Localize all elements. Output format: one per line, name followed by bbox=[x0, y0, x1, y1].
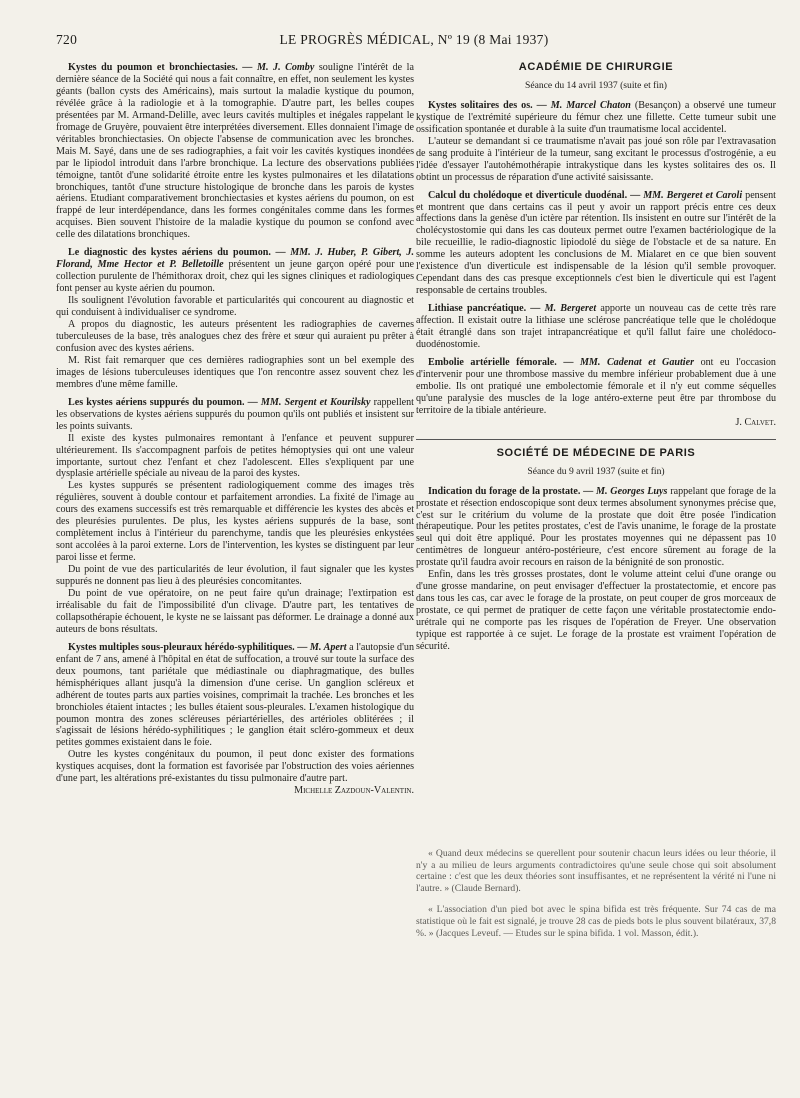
article-text: a l'autopsie d'un enfant de 7 ans, amené à l'hôpital en état de suffocation, a trouvé sur toute la surface des deux poumons, tant pariétale que médiastinale ou diaphragmatique, des bulles hémisphériques allant jusqu'à la dimension d'une cerise. Un ganglion scléreux et adhérent de toutes parts aux parties voisines, comprimait la trachée. Les bronches et les bronchioles étaient intactes ; les bulles étaient sous-pleurales. L'examen histologique du poumon montra des zones scléreuses périartérielles, des artérioles oblitérées ; il s'agissait de lésions hérédo-syphilitiques ; le ganglion était scléro-gommeux et deux petites gommes existaient dans le foie. bbox=[56, 641, 414, 749]
article-title: Calcul du cholédoque et diverticule duodénal. — bbox=[428, 189, 641, 201]
article-kystes-suppures bbox=[56, 397, 414, 433]
paragraph: Du point de vue opératoire, on ne peut faire qu'un drainage; l'extirpation est irréalisable du fait de l'impossibilité d'un clivage. D'autre part, les tentatives de collapsothérapie échouent, le kyste ne se laissant pas déformer. Le drainage a donné aux auteurs de bons résultats. bbox=[56, 587, 414, 635]
paragraph: Il existe des kystes pulmonaires remontant à l'enfance et peuvent suppurer ultérieurement. Ils s'accompagnent parfois de petites hémoptysies qui ont une valeur importante, surtout chez l'enfant et chez l'adolescent. Elles s'expliquent par une dysplasie artérielle spéciale au niveau de la paroi des kystes. bbox=[56, 432, 414, 480]
article-title: Embolie artérielle fémorale. — bbox=[428, 356, 574, 368]
quotations-box bbox=[416, 848, 776, 949]
article-calcul-choledoque bbox=[416, 190, 776, 298]
article-title: Indication du forage de la prostate. — bbox=[428, 485, 594, 497]
article-embolie bbox=[416, 357, 776, 417]
article-text: rappellent les observations de kystes aériens suppurés du poumon qu'ils ont publiés et insistent sur les points suivants. bbox=[56, 396, 414, 432]
article-kystes-os bbox=[416, 100, 776, 136]
paragraph: Outre les kystes congénitaux du poumon, il peut donc exister des formations kystiques acquises, dont la formation est favorisée par l'obstruction des voies aériennes d'une part, les altérations pré-existantes du tissu pulmonaire d'autre part. bbox=[56, 749, 414, 785]
article-title: Kystes du poumon et bronchiectasies. — bbox=[68, 62, 253, 73]
article-authors: MM. Sergent et Kourilsky bbox=[260, 396, 371, 408]
section-divider bbox=[416, 439, 776, 440]
article-title: Le diagnostic des kystes aériens du poumon. — bbox=[68, 247, 286, 259]
signature: Michelle Zazdoun-Valentin. bbox=[294, 785, 414, 797]
article-title: Les kystes aériens suppurés du poumon. — bbox=[68, 396, 258, 408]
paragraph: M. Rist fait remarquer que ces dernières radiographies sont un bel exemple des images de lésions tuberculeuses identiques que l'on rencontre assez souvent chez les membres d'une même famille. bbox=[56, 354, 414, 390]
article-authors: M. Apert bbox=[309, 641, 347, 653]
article-lithiase bbox=[416, 303, 776, 351]
article-text: pensent et montrent que dans certains cas il peut y avoir un rapport précis entre ces deux affections dans la genèse d'un ictère par rétention. Ils insistent en outre sur l'intérêt de la cholécystostomie qui dans les cas douteux permet outre l'examen bactériologique de la bile recueillie, le radio-diagnostic lipiodolé du siège de l'obstacle et de sa nature. En somme les auteurs adoptent les conclusions de M. Mialaret en ce que bien souvent l'existence d'un diverticule est indispensable de la lésion qu'il semble provoquer. Cependant dans des cas presque exceptionnels c'est bien le diverticule qui est l'agent responsable de certains troubles. bbox=[416, 189, 776, 297]
article-authors: MM. Cadenat et Gautier bbox=[579, 356, 695, 368]
article-text: ont eu l'occasion d'intervenir pour une thrombose massive du membre inférieur probablement due à une embolie. Ils ont pratiqué une embolectomie fémorale et il n'y eut comme séquelles qu'une paralysie des muscles de la loge antéro-externe peut être par thrombose du territoire de la tibiale antérieure. bbox=[416, 356, 776, 416]
seance-date: Séance du 9 avril 1937 (suite et fin) bbox=[527, 465, 665, 477]
article-authors: M. Georges Luys bbox=[596, 485, 668, 497]
page-number: 720 bbox=[56, 32, 78, 47]
quote-leveuf: « L'association d'un pied bot avec le spina bifida est très fréquente. Sur 74 cas de ma statistique où le fait est signalé, je trouve 28 cas de pieds bots le plus souvent bilatéraux, 37,8 %. » (Jacques Leveuf. — Etudes sur le spina bifida. 1 vol. Masson, édit.). bbox=[416, 904, 776, 939]
article-authors: M. J. Comby bbox=[256, 62, 315, 73]
paragraph: Les kystes suppurés se présentent radiologiquement comme des images très régulières, souvent à double contour et parfaitement arrondies. La fixité de l'image au cours des examens successifs est très remarquable et différencie les kystes des abcès et des pleurésies purulentes. De plus, les kystes aériens suppurés de la base, sont complètement inclus à l'intérieur du parenchyme, tandis que les pleurésies enkystées sont accolées à la paroi externe. Lors de l'intervention, les kystes se distinguent par leur paroi lisse et ferme. bbox=[56, 480, 414, 564]
paragraph: Du point de vue des particularités de leur évolution, il faut signaler que les kystes suppurés ne donnent pas lieu à des pleurésies concomitantes. bbox=[56, 564, 414, 588]
left-column bbox=[56, 62, 414, 797]
article-text: apporte un nouveau cas de cette très rare affection. Il existait outre la lithiase une sclérose pancréatique telle que le cholédoque était étranglé dans son trajet intrapancréatique et qu'il fallut faire une cholédoco-duodénostomie. bbox=[416, 303, 776, 351]
paragraph: A propos du diagnostic, les auteurs présentent les radiographies de cavernes tuberculeuses de la base, très analogues chez des frère et sœur qui auraient pu prêter à confusion avec des kystes aériens. bbox=[56, 319, 414, 354]
article-diagnostic-kystes bbox=[56, 247, 414, 295]
section-heading-academie: ACADÉMIE DE CHIRURGIE bbox=[518, 61, 674, 73]
article-authors: M. Marcel Chaton bbox=[550, 99, 631, 111]
article-kystes-multiples bbox=[56, 642, 414, 750]
article-text: rappelant que forage de la prostate et résection endoscopique sont deux termes absolument synonymes précise que, c'est sur le critérium du volume de la prostate que doit être posée l'indication thérapeutique. Pour les petites prostates, c'est de l'avis unanime, le forage de la prostate seul qui doit être appliqué. Pour les prostates moyennes qui ne dépassent pas 10 centimètres de longueur antéro-postérieure, c'est encore sûrement au forage de la prostate qu'il faudra avoir recours en raison de la bénignité de son pronostic. bbox=[416, 485, 776, 569]
quote-claude-bernard: « Quand deux médecins se querellent pour soutenir chacun leurs idées ou leur théorie, il n'y a au milieu de leurs arguments contradictoires qu'une seule chose qui soit absolument certaine : c'est que les deux théories sont insuffisantes, et ne représentent la vérité ni l'une ni l'autre. » (Claude Bernard). bbox=[416, 848, 776, 894]
article-authors: M. Bergeret bbox=[544, 303, 597, 315]
article-forage-prostate bbox=[416, 486, 776, 570]
seance-date: Séance du 14 avril 1937 (suite et fin) bbox=[525, 79, 667, 91]
paragraph: L'auteur se demandant si ce traumatisme n'avait pas joué son rôle par l'extravasation de sang produite à l'intérieur de la tumeur, sang excitant le processus d'ostrogénie, a eu l'idée d'essayer l'autohémothérapie intrakystique dans les kystes solitaires des os. Il obtint un processus de réparation d'une activité saisissante. bbox=[416, 135, 776, 183]
signature: J. Calvet. bbox=[735, 416, 776, 428]
article-title: Kystes multiples sous-pleuraux hérédo-syphilitiques. — bbox=[68, 641, 308, 653]
paragraph: Ils soulignent l'évolution favorable et particularités qui concourent au diagnostic et qui conduisent à individualiser ce syndrome. bbox=[56, 295, 414, 319]
article-title: Kystes solitaires des os. — bbox=[428, 99, 547, 111]
article-text: (Besançon) a observé une tumeur kystique de l'extrémité supérieure du fémur chez une fillette. Cette tumeur subit une ossification spontanée et durable à la suite d'un traumatisme local accidentel. bbox=[416, 99, 776, 135]
article-title: Lithiase pancréatique. — bbox=[428, 303, 541, 315]
paragraph: Enfin, dans les très grosses prostates, dont le volume atteint celui d'une orange ou d'une grosse mandarine, on peut envisager d'effectuer la prostatectomie, et encore pas dans tous les cas, car avec le forage de la prostate, on peut couper de gros morceaux de prostate, ce qui permet de pratiquer de cette façon une véritable prostatectomie endo-urétrale qui ne comporte pas les risques de l'opération de Freyer. Une observation typique est rapportée à ce sujet. Le forage de la prostate est vraiment l'opération de sécurité. bbox=[416, 569, 776, 652]
article-authors: MM. J. Huber, P. Gibert, J. Florand, Mme Hector et P. Belletoille bbox=[56, 247, 414, 271]
article-authors: MM. Bergeret et Caroli bbox=[643, 189, 743, 201]
article-text: présentent un jeune garçon opéré pour une collection purulente de l'hémithorax droit, chez qui les signes cliniques et radiologiques font penser au kyste aérien du poumon. bbox=[56, 259, 414, 295]
section-heading-societe: SOCIÉTÉ DE MÉDECINE DE PARIS bbox=[496, 446, 696, 459]
page-header bbox=[56, 32, 772, 50]
article-text: souligne l'intérêt de la dernière séance de la Société qui nous a fait connaître, en effet, non seulement les kystes géants (ballon cysts des Américains), mais surtout la maladie kystique du poumon, révélée grâce à la radiologie et à la tomographie. D'autre part, les belles coupes présentées par M. Armand-Delille, avec leurs cavités multiples et inégales rappelant le fromage de Gruyère, pouvaient être interprétées diversement. Elles donnaient l'image de véritables bronchiectasies. On objecte l'absense de communication avec les bronches. Mais M. Sayé, dans une de ses radiographies, a fait voir les cavités kystiques inondées par le lipiodol introduit dans l'arbre bronchique. La lecture des observations publiées témoigne, tantôt d'une solidarité étroite entre les kystes pulmonaires et les dilatations bronchiques, tantôt d'une structure histologique de bronche dans les parois de kystes aériens. Etudiant comparativement bronchiectasies et kystes aériens du poumon, on est frappé de leur interdépendance, dans les formes congénitales comme dans les formes acquises. Bien souvent l'histoire de la maladie kystique du poumon se confond avec celle des dilatations bronchiques. bbox=[56, 62, 414, 241]
journal-title: LE PROGRÈS MÉDICAL, Nº 19 (8 Mai 1937) bbox=[279, 32, 549, 47]
article-kystes-bronchiectasies bbox=[56, 62, 414, 241]
right-column bbox=[416, 62, 776, 653]
